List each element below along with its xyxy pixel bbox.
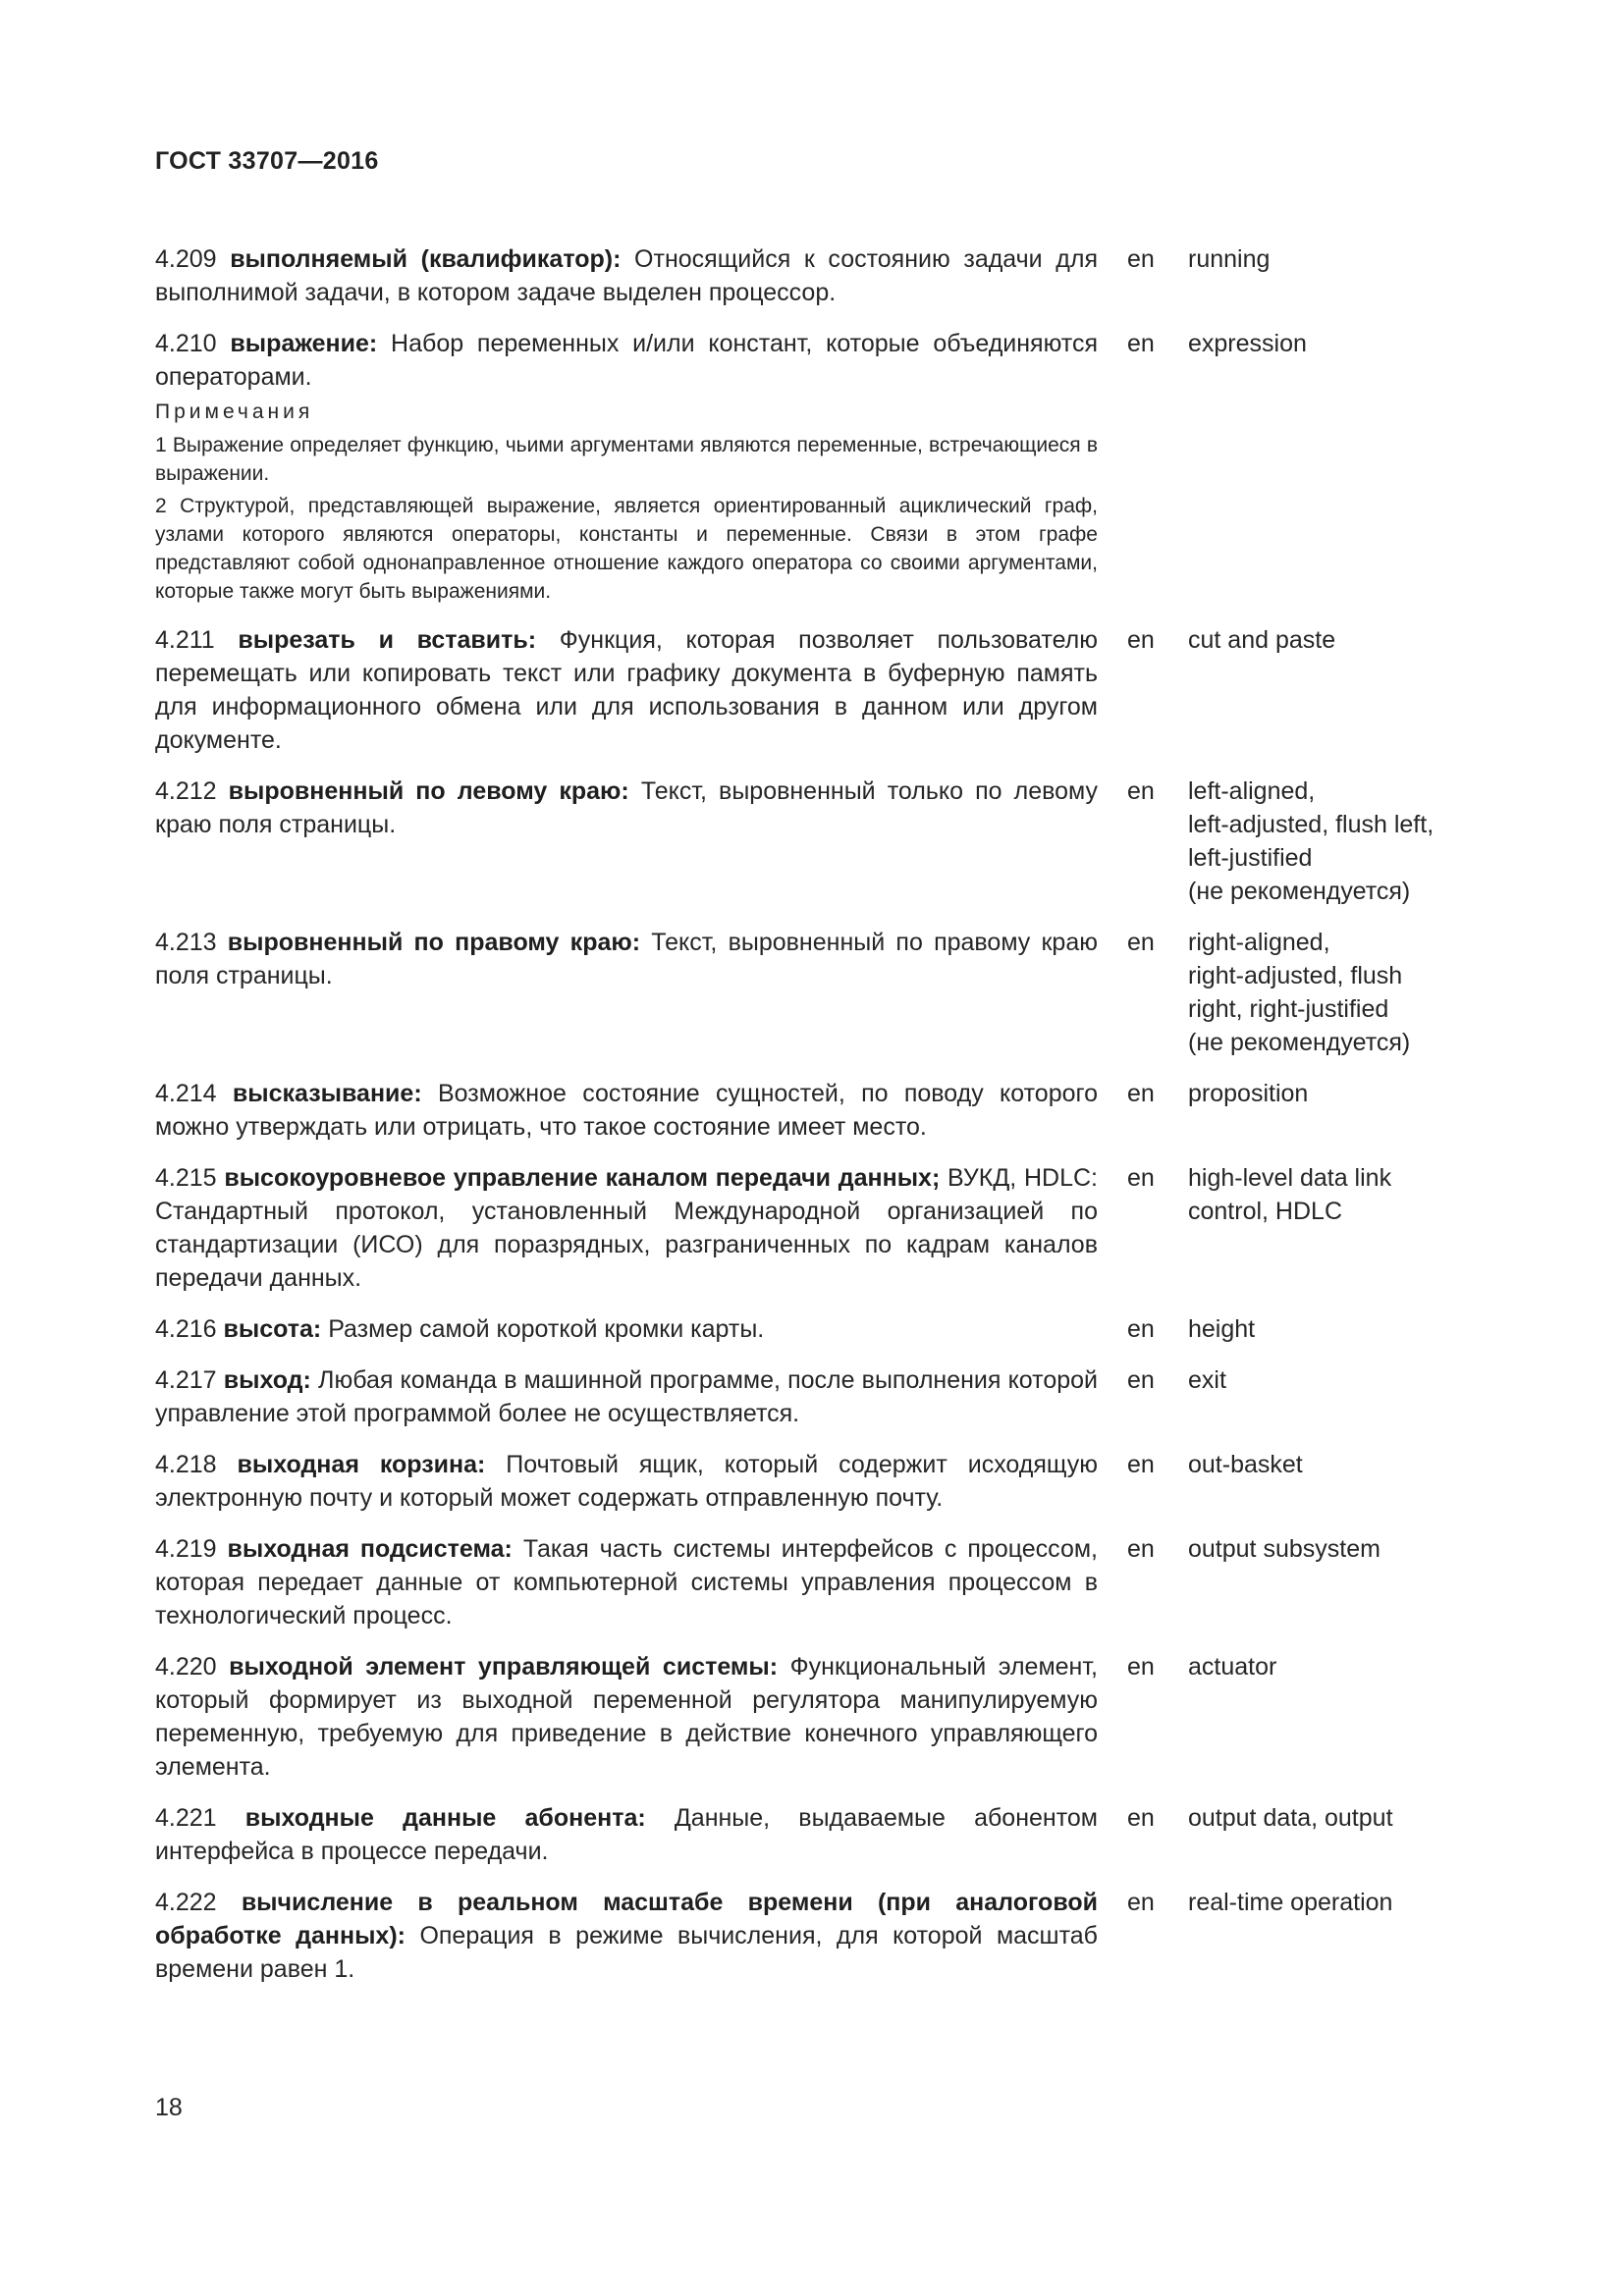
english-term: out-basket (1188, 1451, 1303, 1478)
term-name: выражение: (230, 330, 378, 357)
english-term: real-time operation (1188, 1889, 1393, 1916)
term-entry (155, 774, 1471, 908)
english-term: output data, output (1188, 1804, 1393, 1832)
note-item: 2 Структурой, представляющей выражение, является ориентированный ациклический граф, узлами которого являются операторы, константы и переменные. Связи в этом графе представляют собой однонаправленное отношение каждого оператора со своими аргументами, которые также могут быть выражениями. (155, 495, 1098, 603)
term-definition: 4.212 выровненный по левому краю: Текст, выровненный только по левому краю поля страницы. (155, 777, 1098, 838)
term-name: выполняемый (квалификатор): (230, 245, 622, 273)
term-entry (155, 623, 1471, 757)
term-entry (155, 1532, 1471, 1632)
term-name: высказывание: (232, 1080, 422, 1107)
term-entry (155, 1801, 1471, 1868)
term-entry (155, 1312, 1471, 1346)
term-entry (155, 1650, 1471, 1784)
language-code: en (1127, 929, 1155, 956)
language-code: en (1127, 1164, 1155, 1192)
note-item: 1 Выражение определяет функцию, чьими аргументами являются переменные, встречающиеся в выражении. (155, 434, 1098, 485)
language-code: en (1127, 1804, 1155, 1832)
term-name: выходные данные абонента: (244, 1804, 646, 1832)
term-entry (155, 1886, 1471, 1986)
english-term: right-aligned, right-adjusted, flush right, right-justified (не рекомендуется) (1188, 929, 1411, 1056)
term-definition: 4.211 вырезать и вставить: Функция, которая позволяет пользователю перемещать или копировать текст или графику документа в буферную память для информационного обмена или для использования в данном или другом документе. (155, 626, 1098, 754)
language-code: en (1127, 1366, 1155, 1394)
english-term: left-aligned, left-adjusted, flush left, left-justified (не рекомендуется) (1188, 777, 1435, 905)
term-definition: 4.213 выровненный по правому краю: Текст, выровненный по правому краю поля страницы. (155, 929, 1098, 989)
term-entry (155, 1161, 1471, 1295)
term-name: высота: (223, 1315, 322, 1343)
language-code: en (1127, 1315, 1155, 1343)
term-definition: 4.220 выходной элемент управляющей системы: Функциональный элемент, который формирует из выходной переменной регулятора манипулируемую переменную, требуемую для приведение в действие конечного управляющего элемента. (155, 1653, 1098, 1781)
term-definition: 4.210 выражение: Набор переменных и/или констант, которые объединяются операторами. (155, 330, 1098, 391)
term-name: выходной элемент управляющей системы: (229, 1653, 779, 1681)
english-term: height (1188, 1315, 1256, 1343)
term-entry (155, 1363, 1471, 1430)
term-definition: 4.216 высота: Размер самой короткой кромки карты. (155, 1315, 765, 1343)
english-term: running (1188, 245, 1271, 273)
term-name: выходная корзина: (237, 1451, 486, 1478)
term-entry (155, 327, 1471, 606)
term-entry (155, 1077, 1471, 1144)
term-name: вырезать и вставить: (238, 626, 537, 654)
english-term: actuator (1188, 1653, 1277, 1681)
term-definition: 4.214 высказывание: Возможное состояние сущностей, по поводу которого можно утверждать или отрицать, что такое состояние имеет место. (155, 1080, 1098, 1141)
term-definition: 4.222 вычисление в реальном масштабе времени (при аналоговой обработке данных): Операция в режиме вычисления, для которой масштаб времени равен 1. (155, 1889, 1099, 1983)
term-name: вычисление в реальном масштабе времени (при аналоговой обработке данных): (155, 1889, 1099, 1949)
page-number: 18 (155, 2094, 183, 2121)
language-code: en (1127, 1653, 1155, 1681)
term-definition: 4.215 высокоуровневое управление каналом передачи данных; ВУКД, HDLC: Стандартный протокол, установленный Международной организацией по стандартизации (ИСО) для поразрядных, разграниченных по кадрам каналов передачи данных. (155, 1164, 1098, 1292)
document-header: ГОСТ 33707—2016 (155, 147, 379, 175)
english-term: high-level data link control, HDLC (1188, 1164, 1392, 1225)
language-code: en (1127, 626, 1155, 654)
term-name: выровненный по левому краю: (228, 777, 629, 805)
term-name: высокоуровневое управление каналом передачи данных; (224, 1164, 941, 1192)
language-code: en (1127, 1535, 1155, 1563)
term-definition: 4.221 выходные данные абонента: Данные, выдаваемые абонентом интерфейса в процессе передачи. (155, 1804, 1098, 1865)
english-term: cut and paste (1188, 626, 1336, 654)
term-definition: 4.217 выход: Любая команда в машинной программе, после выполнения которой управление этой программой более не осуществляется. (155, 1366, 1099, 1427)
language-code: en (1127, 1451, 1155, 1478)
term-entry (155, 926, 1471, 1059)
language-code: en (1127, 1080, 1155, 1107)
english-term: proposition (1188, 1080, 1309, 1107)
term-definition: 4.209 выполняемый (квалификатор): Относящийся к состоянию задачи для выполнимой задачи, в котором задаче выделен процессор. (155, 245, 1098, 306)
term-definition: 4.219 выходная подсистема: Такая часть системы интерфейсов с процессом, которая передает данные от компьютерной системы управления процессом в технологический процесс. (155, 1535, 1098, 1629)
term-entries (155, 242, 1471, 2003)
language-code: en (1127, 777, 1155, 805)
notes-heading: Примечания (155, 400, 314, 423)
term-name: выход: (223, 1366, 311, 1394)
term-name: выровненный по правому краю: (227, 929, 641, 956)
language-code: en (1127, 330, 1155, 357)
english-term: expression (1188, 330, 1307, 357)
term-definition: 4.218 выходная корзина: Почтовый ящик, который содержит исходящую электронную почту и который может содержать отправленную почту. (155, 1451, 1098, 1512)
term-entry (155, 1448, 1471, 1515)
english-term: output subsystem (1188, 1535, 1380, 1563)
language-code: en (1127, 245, 1155, 273)
english-term: exit (1188, 1366, 1226, 1394)
term-name: выходная подсистема: (227, 1535, 513, 1563)
term-entry (155, 242, 1471, 309)
language-code: en (1127, 1889, 1155, 1916)
